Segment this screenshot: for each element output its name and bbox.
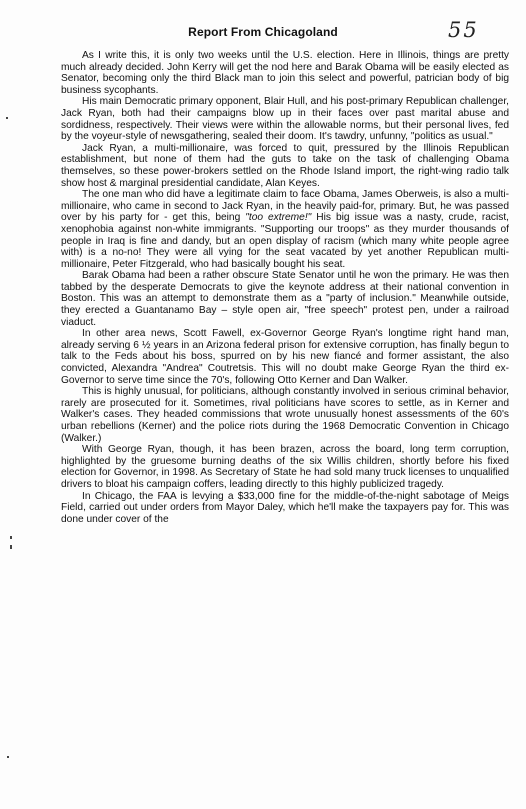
article-body: [61, 50, 509, 525]
handwritten-page-number: 55: [448, 18, 479, 42]
scan-margin-mark: [7, 756, 9, 758]
paragraph-election-intro: As I write this, it is only two weeks until the U.S. election. Here in Illinois, things are pretty much already decided. John Kerry will get the nod here and Barak Obama will be easily elected as Senator, becoming only the third Black man to join this select and powerful, patrician body of big business sycophants.: [61, 50, 509, 96]
paragraph-oberweis-tail: His big issue was a nasty, crude, racist, xenophobia against non-white immigrants. "Supporting our troops" as they murder thousands of people in Iraq is fine and dandy, but an open display of racism (which many white people agree with) is a no-no! They were all vying for the seat vacated by yet another Republican multi-millionaire, Peter Fitzgerald, who had basically bought his seat.: [61, 212, 510, 270]
paragraph-opponents: His main Democratic primary opponent, Blair Hull, and his post-primary Republican challenger, Jack Ryan, both had their campaigns blow up in their faces over past marital abuse and sordidness, respectively. Their views were within the allowable norms, but their personal lives, fed by the voyeur-style of newsgathering, sealed their doom. It's tawdry, unfunny, "politics as usual.": [61, 96, 509, 143]
scan-margin-mark: [10, 545, 12, 549]
page-title: Report From Chicagoland: [188, 25, 338, 39]
paragraph-fawell: In other area news, Scott Fawell, ex-Governor George Ryan's longtime right hand man, already serving 6 ½ years in an Arizona federal prison for extensive corruption, has finally begun to talk to the Feds about his boss, spurred on by his new fiancé and former assistant, the also convicted, Alexandra "Andrea" Coutretsis. This will no doubt make George Ryan the third ex-Governor to serve time since the 70's, following Otto Kerner and Dan Walker.: [61, 328, 509, 386]
paragraph-george-ryan: With George Ryan, though, it has been brazen, across the board, long term corruption, highlighted by the gruesome burning deaths of the six Willis children, shortly before his fixed election for Governor, in 1998. As Secretary of State he had sold many truck licenses to unqualified drivers to bloat his campaign coffers, leading directly to this highly publicized tragedy.: [61, 444, 509, 490]
scan-margin-mark: [10, 536, 12, 539]
paragraph-obama-keynote: Barak Obama had been a rather obscure State Senator until he won the primary. He was then tabbed by the desperate Democrats to give the keynote address at their national convention in Boston. This was an attempt to demonstrate them as a "party of inclusion." Meanwhile outside, they erected a Guantanamo Bay – style open air, "free speech" protest pen, under a railroad viaduct.: [61, 270, 509, 328]
paragraph-jack-ryan: Jack Ryan, a multi-millionaire, was forced to quit, pressured by the Illinois Republican establishment, but none of them had the guts to take on the task of challenging Obama themselves, so these power-brokers settled on the Rhode Island import, the right-wing radio talk show host & marginal presidential candidate, Alan Keyes.: [61, 142, 509, 189]
paragraph-prosecution: This is highly unusual, for politicians, although constantly involved in serious criminal behavior, rarely are prosecuted for it. Sometimes, rival politicians have scores to settle, as in Kerner and Walker's cases. They headed commissions that wrote unusually honest assessments of the 60's urban rebellions (Kerner) and the police riots during the 1968 Democratic Convention in Chicago (Walker.): [61, 386, 509, 444]
paragraph-oberweis: [61, 189, 509, 270]
paragraph-meigs-field: In Chicago, the FAA is levying a $33,000 fine for the middle-of-the-night sabotage of Meigs Field, carried out under orders from Mayor Daley, which he'll make the taxpayers pay for. This was done under cover of the: [61, 490, 509, 525]
paragraph-oberweis-emphasis: "too extreme!": [245, 212, 312, 224]
paragraph-oberweis-lead: The one man who did have a legitimate claim to face Obama, James Oberweis, is also a multi-millionaire, who came in second to Jack Ryan, in the heavily paid-for, primary. But, he was passed over by his party for - get this, being: [61, 189, 509, 224]
scan-margin-mark: [6, 117, 8, 119]
